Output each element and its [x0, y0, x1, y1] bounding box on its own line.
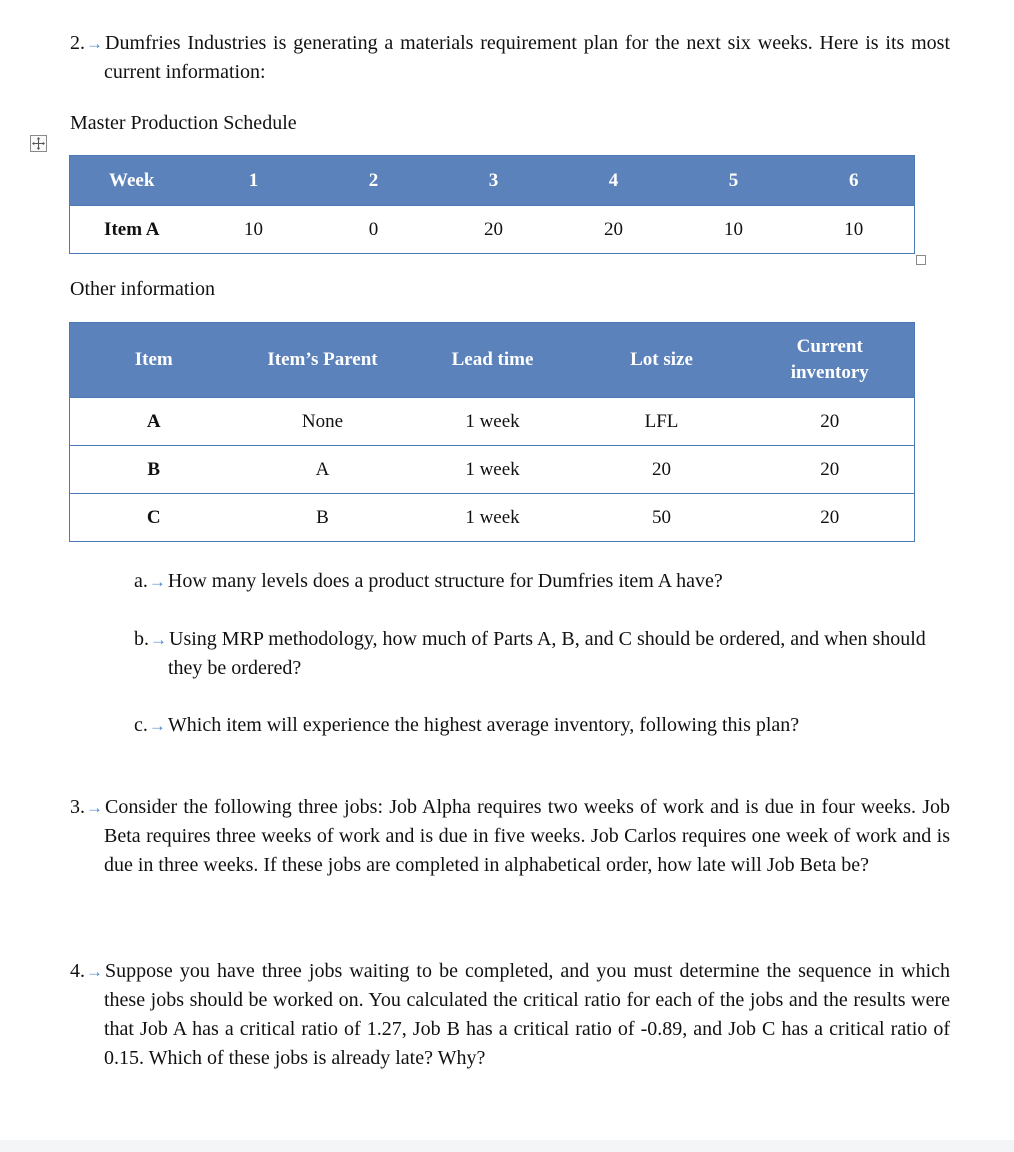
question-2-text: Dumfries Industries is generating a materials requirement plan for the next six weeks. Here is its most current information:	[104, 32, 950, 83]
other-header-cell: Item	[70, 323, 238, 398]
mps-header-cell: 5	[674, 156, 794, 206]
other-row	[70, 446, 915, 494]
sub-question-label: c.	[134, 714, 148, 736]
tab-arrow-icon: →	[86, 34, 103, 53]
tab-arrow-icon: →	[148, 572, 166, 591]
sub-question-label: a.	[134, 570, 148, 592]
other-header-row	[70, 323, 915, 398]
mps-item-row	[70, 206, 915, 254]
bottom-edge	[0, 1140, 1014, 1152]
other-cell: 1 week	[408, 494, 578, 542]
mps-header-cell: 3	[434, 156, 554, 206]
tab-arrow-icon: →	[150, 630, 167, 649]
other-info-title: Other information	[70, 278, 215, 300]
mps-header-cell: 2	[314, 156, 434, 206]
other-row	[70, 398, 915, 446]
mps-cell: 20	[554, 206, 674, 254]
sub-question-text: Using MRP methodology, how much of Parts A, B, and C should be ordered, and when should they be ordered?	[168, 628, 926, 679]
other-row	[70, 494, 915, 542]
other-cell: 20	[746, 398, 915, 446]
sub-question-c	[134, 711, 928, 740]
mps-header-cell: 4	[554, 156, 674, 206]
other-info-table	[69, 322, 915, 542]
question-4-text: Suppose you have three jobs waiting to be completed, and you must determine the sequence in which these jobs should be worked on. You calculated the critical ratio for each of the jobs and the results were that Job A has a critical ratio of 1.27, Job B has a critical ratio of -0.89, and Job C has a critical ratio of 0.15. Which of these jobs is already late? Why?	[104, 960, 950, 1069]
question-3	[70, 793, 950, 880]
other-cell: A	[238, 446, 408, 494]
move-icon	[31, 136, 46, 151]
other-cell: None	[238, 398, 408, 446]
mps-table	[69, 155, 915, 254]
current-inventory-header: Current inventory	[790, 336, 869, 383]
other-cell: B	[238, 494, 408, 542]
mps-header-cell: 6	[794, 156, 915, 206]
mps-cell: Item A	[70, 206, 194, 254]
sub-question-a	[134, 567, 928, 596]
other-cell: 20	[578, 446, 746, 494]
sub-question-label: b.	[134, 628, 149, 650]
sub-question-text: Which item will experience the highest average inventory, following this plan?	[167, 714, 800, 736]
mps-cell: 10	[194, 206, 314, 254]
mps-cell: 20	[434, 206, 554, 254]
other-cell: LFL	[578, 398, 746, 446]
mps-header-cell: Week	[70, 156, 194, 206]
other-cell: 50	[578, 494, 746, 542]
other-header-cell: Lead time	[408, 323, 578, 398]
mps-cell: 10	[794, 206, 915, 254]
sub-question-b	[134, 625, 928, 683]
other-cell: C	[70, 494, 238, 542]
other-cell: 1 week	[408, 446, 578, 494]
mps-cell: 10	[674, 206, 794, 254]
sub-question-text: How many levels does a product structure for Dumfries item A have?	[167, 570, 723, 592]
other-cell: A	[70, 398, 238, 446]
question-3-number: 3.	[70, 796, 85, 818]
question-3-text: Consider the following three jobs: Job Alpha requires two weeks of work and is due in four weeks. Job Beta requires three weeks of work and is due in five weeks. Job Carlos requires one week of work and is due in three weeks. If these jobs are completed in alphabetical order, how late will Job Beta be?	[104, 796, 950, 876]
mps-cell: 0	[314, 206, 434, 254]
mps-header-cell: 1	[194, 156, 314, 206]
tab-arrow-icon: →	[86, 962, 103, 981]
other-header-cell: Item’s Parent	[238, 323, 408, 398]
mps-title: Master Production Schedule	[70, 112, 297, 134]
other-cell: 20	[746, 446, 915, 494]
question-2	[70, 29, 950, 87]
question-4-number: 4.	[70, 960, 85, 982]
other-header-cell	[746, 323, 915, 398]
tab-arrow-icon: →	[148, 716, 166, 735]
other-cell: 1 week	[408, 398, 578, 446]
other-header-cell: Lot size	[578, 323, 746, 398]
mps-header-row	[70, 156, 915, 206]
other-cell: B	[70, 446, 238, 494]
table-move-handle[interactable]	[30, 135, 47, 152]
question-2-number: 2.	[70, 32, 85, 54]
tab-arrow-icon: →	[86, 798, 103, 817]
other-cell: 20	[746, 494, 915, 542]
question-4	[70, 957, 950, 1073]
table-resize-handle[interactable]	[916, 255, 926, 265]
